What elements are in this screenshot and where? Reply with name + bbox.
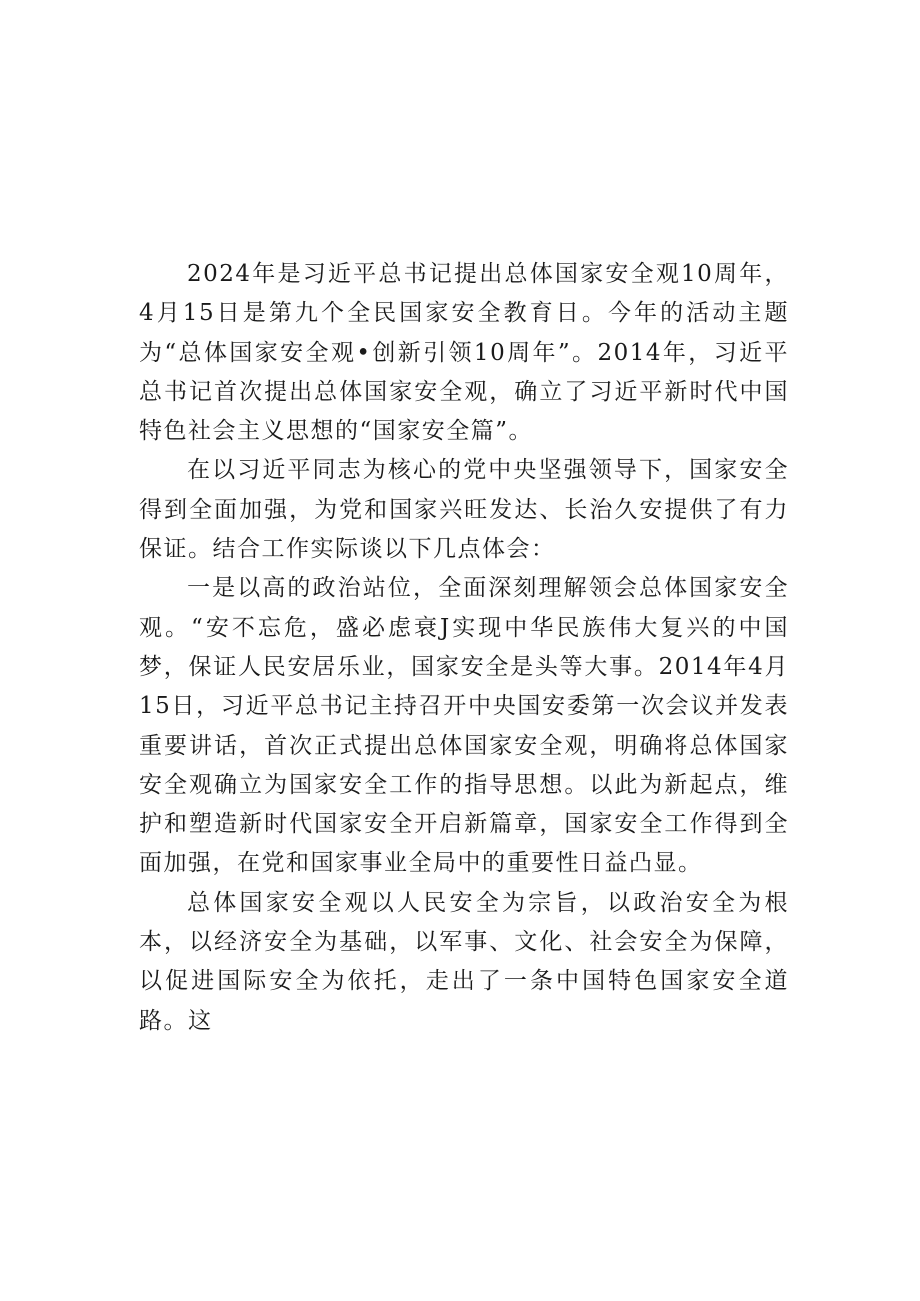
paragraph-1: 2024年是习近平总书记提出总体国家安全观10周年，4月15日是第九个全民国家安全教育日。今年的活动主题为“总体国家安全观•创新引领10周年”。2014年，习近平总书记首次提出总体国家安全观，确立了习近平新时代中国特色社会主义思想的“国家安全篇”。 [139,261,789,445]
paragraph-3: 一是以高的政治站位，全面深刻理解领会总体国家安全观。“安不忘危，盛必虑衰J实现中华民族伟大复兴的中国梦，保证人民安居乐业，国家安全是头等大事。2014年4月15日，习近平总书记主持召开中央国安委第一次会议并发表重要讲话，首次正式提出总体国家安全观，明确将总体国家安全观确立为国家安全工作的指导思想。以此为新起点，维护和塑造新时代国家安全开启新篇章，国家安全工作得到全面加强，在党和国家事业全局中的重要性日益凸显。 [139,575,789,877]
paragraph-2: 在以习近平同志为核心的党中央坚强领导下，国家安全得到全面加强，为党和国家兴旺发达、长治久安提供了有力保证。结合工作实际谈以下几点体会： [139,457,789,563]
document-body [139,255,789,1041]
paragraph-4: 总体国家安全观以人民安全为宗旨，以政治安全为根本，以经济安全为基础，以军事、文化、社会安全为保障，以促进国际安全为依托，走出了一条中国特色国家安全道路。这 [139,889,789,1034]
